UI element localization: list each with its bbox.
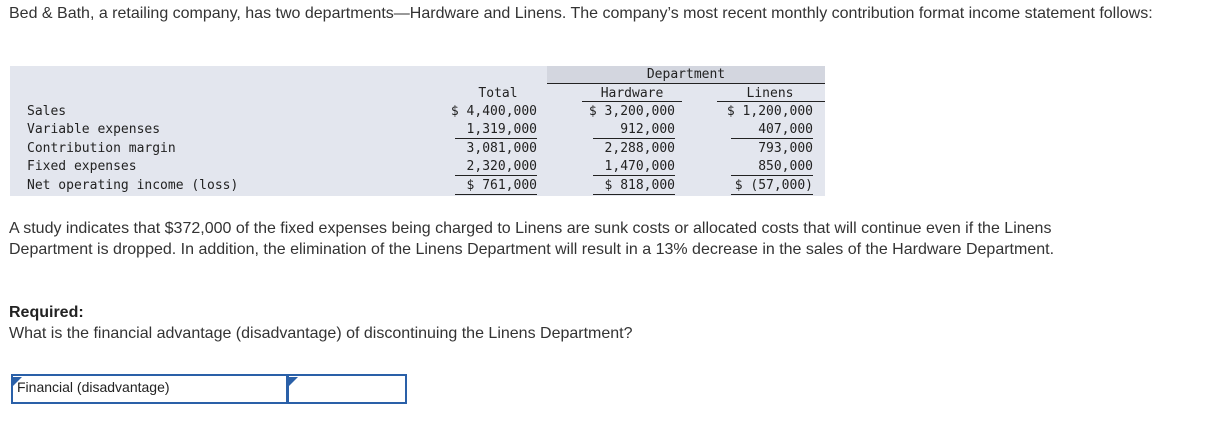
hardware-final-line	[593, 175, 675, 176]
linens-subtotal-line	[731, 138, 813, 139]
column-header-hardware: Hardware	[600, 86, 664, 101]
cell-sales-hardware: $ 3,200,000	[588, 104, 675, 119]
answer-label-cell	[11, 374, 288, 404]
linens-header-underline	[717, 101, 825, 102]
cell-variable-linens: 407,000	[758, 122, 813, 137]
column-header-total: Total	[478, 86, 518, 101]
hardware-double-underline	[593, 194, 675, 195]
row-label-net-operating-income: Net operating income (loss)	[27, 178, 239, 193]
column-header-linens: Linens	[746, 86, 794, 101]
cell-cm-hardware: 2,288,000	[604, 141, 675, 156]
cell-fixed-total: 2,320,000	[466, 159, 537, 174]
linens-double-underline	[731, 194, 813, 195]
cell-fixed-hardware: 1,470,000	[604, 159, 675, 174]
cell-noi-hardware: $ 818,000	[604, 178, 675, 193]
required-heading: Required:	[9, 304, 84, 321]
intro-paragraph: Bed & Bath, a retailing company, has two departments—Hardware and Linens. The company’s most recent monthly contribution format income statement follows:	[9, 5, 1153, 22]
financial-disadvantage-input[interactable]	[291, 378, 407, 402]
cell-sales-linens: $ 1,200,000	[726, 104, 813, 119]
question-text: What is the financial advantage (disadvantage) of discontinuing the Linens Department?	[9, 325, 633, 342]
cell-noi-linens: $ (57,000)	[734, 178, 813, 193]
row-label-fixed-expenses: Fixed expenses	[27, 159, 137, 174]
department-header: Department	[646, 67, 726, 82]
answer-row	[11, 374, 407, 402]
cell-fixed-linens: 850,000	[758, 159, 813, 174]
cell-variable-hardware: 912,000	[620, 122, 675, 137]
row-label-variable-expenses: Variable expenses	[27, 122, 161, 137]
income-statement-table	[10, 66, 825, 196]
hardware-subtotal-line	[593, 138, 675, 139]
cell-cm-linens: 793,000	[758, 141, 813, 156]
row-label-contribution-margin: Contribution margin	[27, 141, 176, 156]
answer-input-cell[interactable]	[287, 374, 407, 404]
linens-final-line	[731, 175, 813, 176]
cell-cm-total: 3,081,000	[466, 141, 537, 156]
department-underline	[547, 83, 825, 84]
study-paragraph: A study indicates that $372,000 of the fixed expenses being charged to Linens are sunk costs or allocated costs that will continue even if the Linens Department is dropped. In addition, the elimination of the Linens Department will result in a 13% decrease in the sales of the Hardware Department.	[9, 220, 1055, 258]
total-final-line	[455, 175, 537, 176]
answer-label: Financial (disadvantage)	[17, 379, 170, 395]
cell-sales-total: $ 4,400,000	[450, 104, 537, 119]
row-label-sales: Sales	[27, 104, 67, 119]
hardware-header-underline	[582, 101, 682, 102]
cell-noi-total: $ 761,000	[466, 178, 537, 193]
total-double-underline	[455, 194, 537, 195]
total-subtotal-line	[455, 138, 537, 139]
cell-variable-total: 1,319,000	[466, 122, 537, 137]
cell-marker-icon	[13, 377, 22, 386]
